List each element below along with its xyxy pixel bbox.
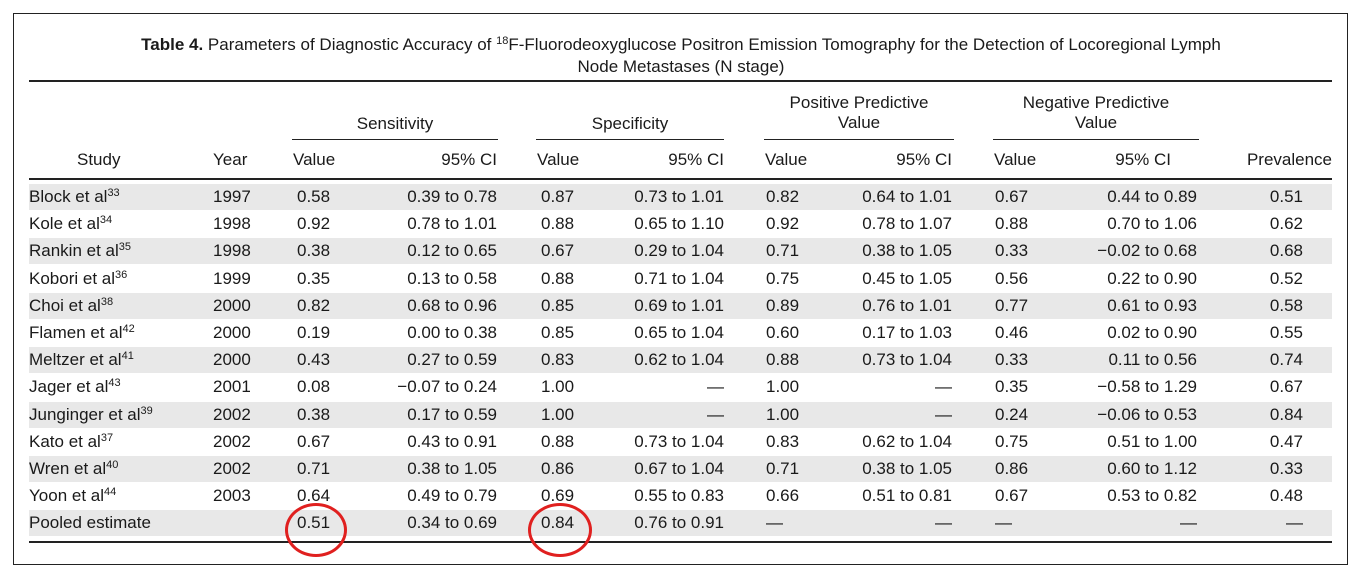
npv-value-cell: 0.46 bbox=[995, 323, 1029, 342]
npv-ci-cell: 0.53 to 0.82 bbox=[1107, 486, 1197, 506]
npv-ci-cell: 0.02 to 0.90 bbox=[1107, 323, 1197, 342]
ppv-ci-cell: 0.51 to 0.81 bbox=[862, 486, 952, 506]
study-cell bbox=[29, 184, 120, 210]
sensitivity-ci-cell: 0.27 to 0.59 bbox=[407, 350, 497, 370]
table-caption bbox=[30, 34, 1332, 78]
sensitivity-value-cell: 0.38 bbox=[297, 241, 331, 261]
sensitivity-ci-cell: 0.39 to 0.78 bbox=[407, 187, 497, 206]
header-year: Year bbox=[213, 150, 248, 169]
specificity-value-cell: 0.88 bbox=[541, 214, 575, 234]
ppv-ci-cell: 0.38 to 1.05 bbox=[862, 459, 952, 478]
study-cell bbox=[29, 429, 113, 455]
prevalence-value-cell: 0.74 bbox=[1269, 350, 1303, 370]
caption-text-b: F-Fluorodeoxyglucose Positron Emission Tomography for the Detection of Locoregional Lymph bbox=[508, 35, 1221, 54]
reference-number: 44 bbox=[104, 486, 117, 499]
group-rule-sensitivity bbox=[292, 139, 498, 140]
ppv-ci-cell: 0.45 to 1.05 bbox=[862, 268, 952, 288]
study-cell bbox=[29, 374, 121, 400]
table-row bbox=[29, 347, 1332, 373]
year-cell: 2000 bbox=[213, 295, 251, 315]
study-cell bbox=[29, 320, 135, 346]
header-study: Study bbox=[77, 150, 121, 169]
sensitivity-value-cell: 0.38 bbox=[297, 404, 331, 424]
prevalence-value-cell: 0.33 bbox=[1269, 459, 1303, 478]
npv-ci-cell: 0.61 to 0.93 bbox=[1107, 295, 1197, 315]
prevalence-value-cell: — bbox=[1286, 513, 1303, 533]
table-row bbox=[29, 184, 1332, 210]
header-npv-line1: Negative Predictive bbox=[1022, 93, 1170, 112]
header-npv bbox=[993, 93, 1199, 133]
sensitivity-value-cell: 0.51 bbox=[297, 513, 331, 533]
table-row bbox=[29, 483, 1332, 509]
study-name: Jager et al bbox=[29, 377, 109, 397]
specificity-ci-cell: — bbox=[707, 404, 724, 424]
year-cell: 2002 bbox=[213, 404, 251, 424]
top-rule bbox=[29, 80, 1332, 82]
ppv-value-cell: 0.66 bbox=[766, 486, 800, 506]
prevalence-value-cell: 0.51 bbox=[1269, 187, 1303, 206]
npv-value-cell: 0.86 bbox=[995, 459, 1029, 478]
reference-number: 37 bbox=[100, 431, 114, 444]
ppv-value-cell: — bbox=[766, 513, 783, 533]
specificity-value-cell: 0.69 bbox=[541, 486, 575, 506]
table-row bbox=[29, 429, 1332, 455]
ppv-value-cell: 0.60 bbox=[766, 323, 800, 342]
header-ppv-line1: Positive Predictive bbox=[789, 93, 929, 112]
specificity-ci-cell: 0.76 to 0.91 bbox=[634, 513, 724, 533]
header-sens-ci: 95% CI bbox=[441, 150, 497, 169]
study-name: Meltzer et al bbox=[29, 350, 122, 370]
caption-text-a: Parameters of Diagnostic Accuracy of bbox=[203, 35, 497, 54]
study-name: Kobori et al bbox=[29, 268, 115, 288]
ppv-ci-cell: 0.38 to 1.05 bbox=[862, 241, 952, 261]
prevalence-value-cell: 0.48 bbox=[1269, 486, 1303, 506]
header-npv-line2: Value bbox=[1074, 113, 1118, 132]
year-cell: 2002 bbox=[213, 431, 251, 451]
study-name: Kato et al bbox=[29, 431, 101, 451]
specificity-value-cell: 0.87 bbox=[541, 187, 575, 206]
group-rule-npv bbox=[993, 139, 1199, 140]
sensitivity-ci-cell: 0.38 to 1.05 bbox=[407, 459, 497, 478]
npv-value-cell: 0.24 bbox=[995, 404, 1029, 424]
header-spec-value: Value bbox=[537, 150, 580, 169]
study-name: Block et al bbox=[29, 187, 108, 206]
study-name: Kole et al bbox=[29, 214, 100, 234]
header-prevalence: Prevalence bbox=[1246, 150, 1332, 169]
prevalence-value-cell: 0.67 bbox=[1269, 377, 1303, 397]
specificity-ci-cell: 0.73 to 1.01 bbox=[634, 187, 724, 206]
ppv-value-cell: 1.00 bbox=[766, 404, 800, 424]
sensitivity-ci-cell: 0.13 to 0.58 bbox=[407, 268, 497, 288]
prevalence-value-cell: 0.84 bbox=[1269, 404, 1303, 424]
sensitivity-ci-cell: 0.68 to 0.96 bbox=[407, 295, 497, 315]
sensitivity-value-cell: 0.92 bbox=[297, 214, 331, 234]
prevalence-value-cell: 0.58 bbox=[1269, 295, 1303, 315]
npv-value-cell: 0.33 bbox=[995, 350, 1029, 370]
sensitivity-ci-cell: 0.17 to 0.59 bbox=[407, 404, 497, 424]
reference-number: 33 bbox=[107, 187, 120, 199]
specificity-value-cell: 0.88 bbox=[541, 431, 575, 451]
specificity-ci-cell: 0.62 to 1.04 bbox=[634, 350, 724, 370]
year-cell: 1998 bbox=[213, 241, 251, 261]
specificity-ci-cell: 0.65 to 1.04 bbox=[634, 323, 724, 342]
npv-ci-cell: 0.51 to 1.00 bbox=[1107, 431, 1197, 451]
sensitivity-ci-cell: 0.12 to 0.65 bbox=[407, 241, 497, 261]
npv-value-cell: 0.33 bbox=[995, 241, 1029, 261]
ppv-value-cell: 0.88 bbox=[766, 350, 800, 370]
specificity-ci-cell: 0.55 to 0.83 bbox=[634, 486, 724, 506]
header-npv-ci: 95% CI bbox=[1115, 150, 1171, 169]
ppv-ci-cell: 0.62 to 1.04 bbox=[862, 431, 952, 451]
year-cell: 1997 bbox=[213, 187, 251, 206]
specificity-ci-cell: 0.71 to 1.04 bbox=[634, 268, 724, 288]
npv-ci-cell: 0.70 to 1.06 bbox=[1107, 214, 1197, 234]
caption-line-2: Node Metastases (N stage) bbox=[577, 57, 785, 76]
ppv-ci-cell: — bbox=[935, 404, 952, 424]
caption-label: Table 4. bbox=[141, 35, 204, 54]
sensitivity-ci-cell: 0.43 to 0.91 bbox=[407, 431, 497, 451]
ppv-ci-cell: 0.76 to 1.01 bbox=[862, 295, 952, 315]
specificity-value-cell: 1.00 bbox=[541, 404, 575, 424]
npv-ci-cell: 0.22 to 0.90 bbox=[1107, 268, 1197, 288]
ppv-ci-cell: — bbox=[935, 377, 952, 397]
study-name: Choi et al bbox=[29, 295, 101, 315]
npv-value-cell: 0.88 bbox=[995, 214, 1029, 234]
header-spec-ci: 95% CI bbox=[668, 150, 724, 169]
table-row bbox=[29, 211, 1332, 237]
header-npv-value: Value bbox=[994, 150, 1037, 169]
npv-ci-cell: −0.02 to 0.68 bbox=[1097, 241, 1197, 261]
specificity-value-cell: 0.88 bbox=[541, 268, 575, 288]
study-name: Flamen et al bbox=[29, 323, 123, 342]
table-row bbox=[29, 238, 1332, 264]
caption-superscript: 18 bbox=[496, 35, 509, 47]
study-name: Yoon et al bbox=[29, 486, 104, 506]
study-cell bbox=[29, 510, 151, 536]
table-row bbox=[29, 402, 1332, 428]
ppv-value-cell: 0.75 bbox=[766, 268, 800, 288]
npv-ci-cell: 0.11 to 0.56 bbox=[1108, 350, 1197, 370]
prevalence-value-cell: 0.52 bbox=[1269, 268, 1303, 288]
reference-number: 34 bbox=[99, 214, 113, 227]
study-cell bbox=[29, 266, 127, 292]
specificity-ci-cell: 0.65 to 1.10 bbox=[634, 214, 724, 234]
header-ppv-ci: 95% CI bbox=[896, 150, 952, 169]
ppv-value-cell: 0.89 bbox=[766, 295, 800, 315]
table-row bbox=[29, 456, 1332, 482]
year-cell: 2001 bbox=[213, 377, 251, 397]
specificity-ci-cell: 0.29 to 1.04 bbox=[634, 241, 724, 261]
sensitivity-value-cell: 0.19 bbox=[297, 323, 331, 342]
specificity-value-cell: 0.83 bbox=[541, 350, 575, 370]
table-row bbox=[29, 266, 1332, 292]
npv-value-cell: 0.67 bbox=[995, 187, 1029, 206]
year-cell: 2002 bbox=[213, 459, 251, 478]
sensitivity-ci-cell: −0.07 to 0.24 bbox=[397, 377, 497, 397]
sensitivity-ci-cell: 0.00 to 0.38 bbox=[407, 323, 497, 342]
specificity-value-cell: 0.85 bbox=[541, 295, 575, 315]
ppv-ci-cell: 0.64 to 1.01 bbox=[862, 187, 952, 206]
year-cell: 2003 bbox=[213, 486, 251, 506]
npv-value-cell: 0.35 bbox=[995, 377, 1029, 397]
specificity-value-cell: 1.00 bbox=[541, 377, 575, 397]
year-cell: 1999 bbox=[213, 268, 251, 288]
year-cell: 1998 bbox=[213, 214, 251, 234]
npv-value-cell: 0.77 bbox=[995, 295, 1029, 315]
reference-number: 40 bbox=[106, 459, 119, 471]
ppv-ci-cell: 0.73 to 1.04 bbox=[862, 350, 952, 370]
study-cell bbox=[29, 347, 134, 373]
specificity-ci-cell: — bbox=[707, 377, 724, 397]
ppv-value-cell: 0.71 bbox=[766, 459, 800, 478]
reference-number: 35 bbox=[118, 241, 132, 254]
sensitivity-value-cell: 0.58 bbox=[297, 187, 331, 206]
study-cell bbox=[29, 402, 153, 428]
npv-ci-cell: 0.60 to 1.12 bbox=[1107, 459, 1197, 478]
npv-value-cell: 0.56 bbox=[995, 268, 1029, 288]
specificity-value-cell: 0.67 bbox=[541, 241, 575, 261]
year-cell: 2000 bbox=[213, 350, 251, 370]
sensitivity-value-cell: 0.82 bbox=[297, 295, 331, 315]
ppv-ci-cell: 0.17 to 1.03 bbox=[862, 323, 952, 342]
table-row bbox=[29, 510, 1332, 536]
npv-ci-cell: −0.06 to 0.53 bbox=[1097, 404, 1197, 424]
npv-value-cell: — bbox=[995, 513, 1012, 533]
prevalence-value-cell: 0.62 bbox=[1269, 214, 1303, 234]
ppv-value-cell: 0.82 bbox=[766, 187, 800, 206]
specificity-ci-cell: 0.73 to 1.04 bbox=[634, 431, 724, 451]
study-cell bbox=[29, 456, 118, 482]
npv-value-cell: 0.75 bbox=[995, 431, 1029, 451]
table-row bbox=[29, 293, 1332, 319]
study-name: Junginger et al bbox=[29, 404, 141, 424]
specificity-ci-cell: 0.67 to 1.04 bbox=[634, 459, 724, 478]
reference-number: 36 bbox=[115, 268, 128, 281]
header-specificity: Specificity bbox=[591, 114, 669, 133]
npv-ci-cell: −0.58 to 1.29 bbox=[1097, 377, 1197, 397]
study-name: Pooled estimate bbox=[29, 513, 151, 533]
reference-number: 39 bbox=[140, 404, 153, 417]
header-rule bbox=[29, 178, 1332, 180]
ppv-value-cell: 1.00 bbox=[766, 377, 800, 397]
reference-number: 38 bbox=[100, 295, 114, 308]
npv-ci-cell: — bbox=[1180, 513, 1197, 533]
prevalence-value-cell: 0.55 bbox=[1269, 323, 1303, 342]
reference-number: 43 bbox=[108, 377, 121, 390]
ppv-ci-cell: — bbox=[935, 513, 952, 533]
specificity-value-cell: 0.86 bbox=[541, 459, 575, 478]
sensitivity-value-cell: 0.67 bbox=[297, 431, 331, 451]
study-cell bbox=[29, 211, 112, 237]
sensitivity-value-cell: 0.64 bbox=[297, 486, 331, 506]
prevalence-value-cell: 0.47 bbox=[1269, 431, 1303, 451]
header-sens-value: Value bbox=[293, 150, 336, 169]
group-rule-ppv bbox=[764, 139, 954, 140]
table-row bbox=[29, 320, 1332, 346]
prevalence-value-cell: 0.68 bbox=[1269, 241, 1303, 261]
specificity-value-cell: 0.84 bbox=[541, 513, 575, 533]
header-sensitivity: Sensitivity bbox=[356, 114, 434, 133]
study-cell bbox=[29, 483, 116, 509]
header-ppv-line2: Value bbox=[837, 113, 881, 132]
reference-number: 42 bbox=[122, 323, 135, 335]
sensitivity-value-cell: 0.71 bbox=[297, 459, 331, 478]
header-ppv bbox=[764, 93, 954, 133]
sensitivity-ci-cell: 0.49 to 0.79 bbox=[407, 486, 497, 506]
reference-number: 41 bbox=[121, 350, 134, 363]
study-cell bbox=[29, 293, 113, 319]
sensitivity-ci-cell: 0.78 to 1.01 bbox=[407, 214, 497, 234]
bottom-rule bbox=[29, 541, 1332, 543]
ppv-value-cell: 0.83 bbox=[766, 431, 800, 451]
ppv-value-cell: 0.92 bbox=[766, 214, 800, 234]
specificity-value-cell: 0.85 bbox=[541, 323, 575, 342]
study-name: Wren et al bbox=[29, 459, 107, 478]
sensitivity-value-cell: 0.35 bbox=[297, 268, 331, 288]
year-cell: 2000 bbox=[213, 323, 251, 342]
study-cell bbox=[29, 238, 131, 264]
study-name: Rankin et al bbox=[29, 241, 119, 261]
ppv-value-cell: 0.71 bbox=[766, 241, 800, 261]
group-rule-specificity bbox=[536, 139, 724, 140]
npv-value-cell: 0.67 bbox=[995, 486, 1029, 506]
ppv-ci-cell: 0.78 to 1.07 bbox=[862, 214, 952, 234]
sensitivity-value-cell: 0.43 bbox=[297, 350, 331, 370]
header-ppv-value: Value bbox=[765, 150, 808, 169]
table-row bbox=[29, 374, 1332, 400]
npv-ci-cell: 0.44 to 0.89 bbox=[1107, 187, 1197, 206]
sensitivity-ci-cell: 0.34 to 0.69 bbox=[407, 513, 497, 533]
specificity-ci-cell: 0.69 to 1.01 bbox=[634, 295, 724, 315]
sensitivity-value-cell: 0.08 bbox=[297, 377, 331, 397]
